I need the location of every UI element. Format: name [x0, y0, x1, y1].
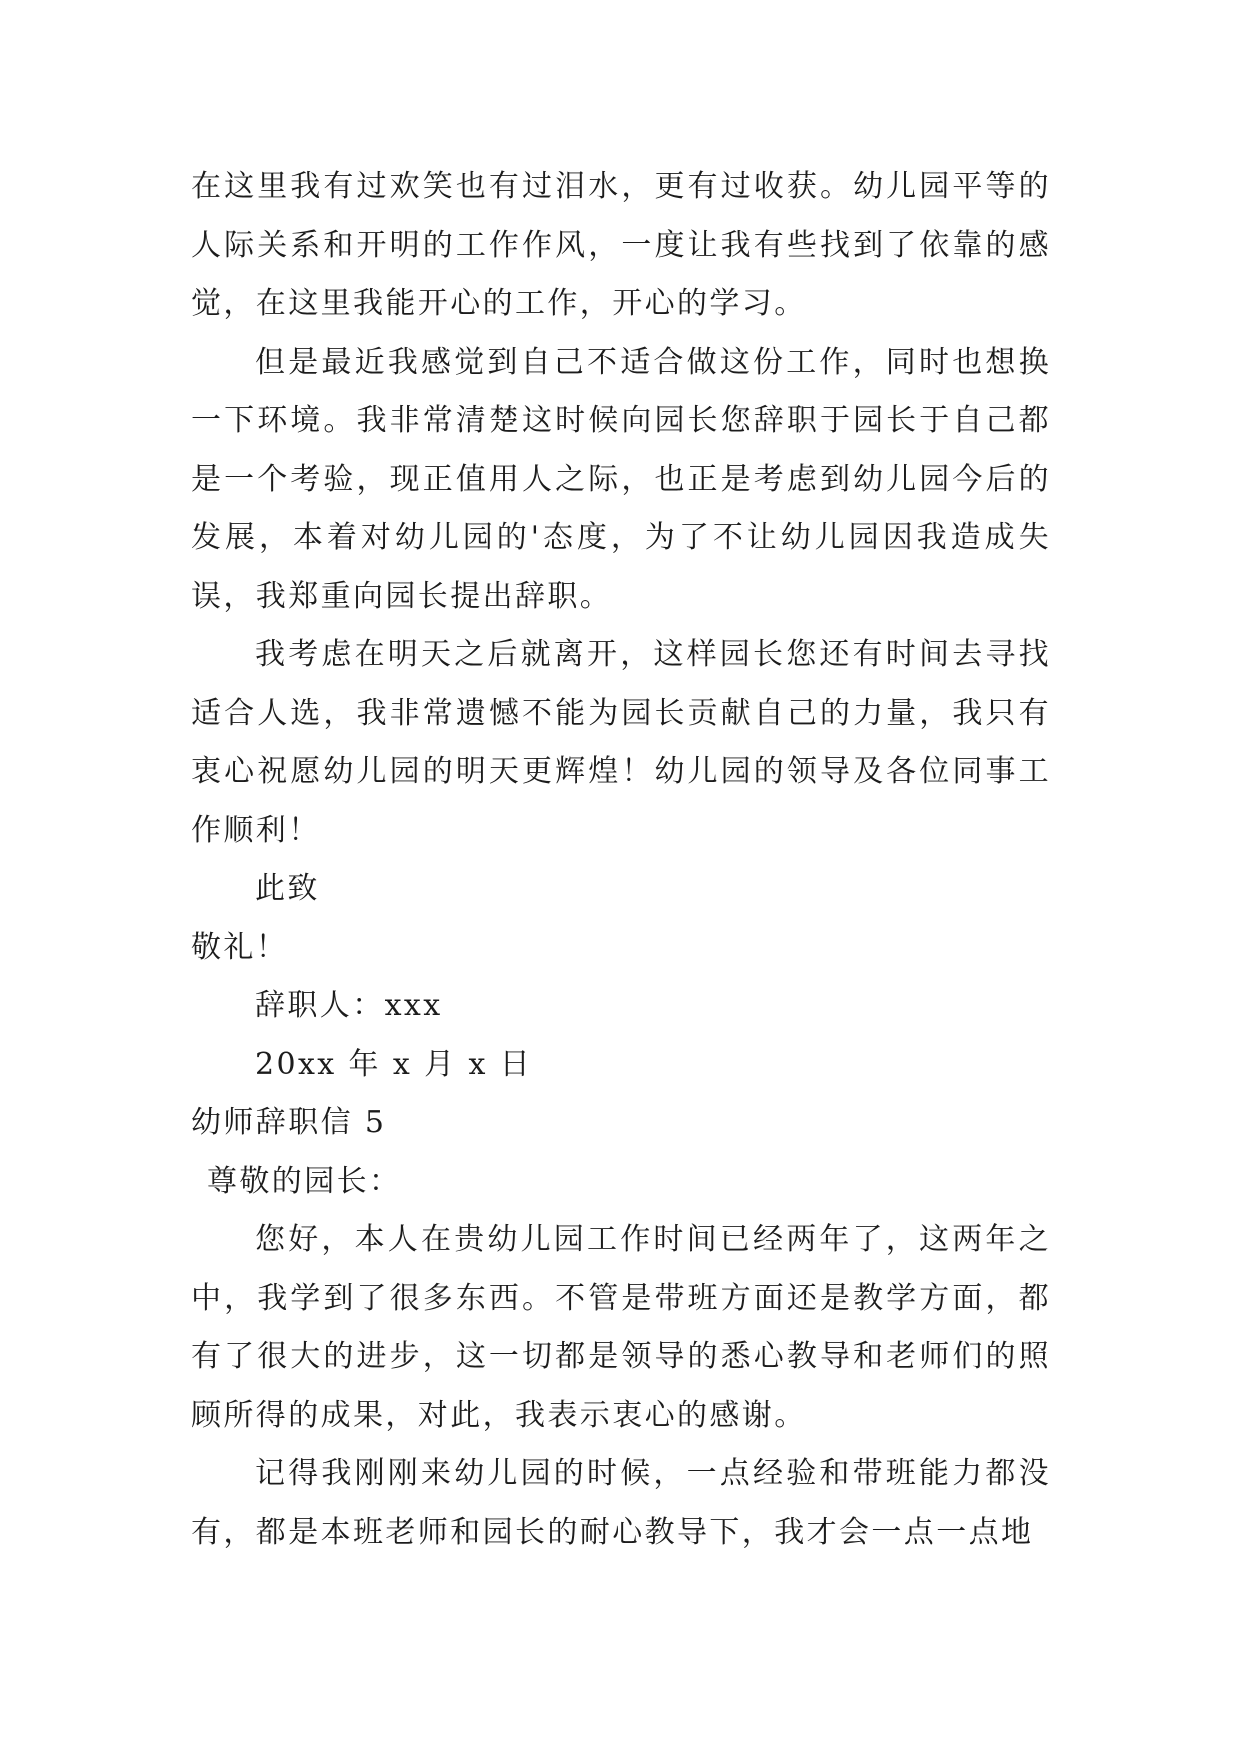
- paragraph-work-experience: 在这里我有过欢笑也有过泪水，更有过收获。幼儿园平等的人际关系和开明的工作作风，一度让我有些找到了依靠的感觉，在这里我能开心的工作，开心的学习。: [191, 169, 1051, 321]
- document-body: [191, 158, 1051, 1562]
- closing-salutation: 此致: [255, 871, 320, 906]
- signature-line: 辞职人：xxx: [255, 988, 443, 1023]
- paragraph-gratitude: 您好，本人在贵幼儿园工作时间已经两年了，这两年之中，我学到了很多东西。不管是带班方面还是教学方面，都有了很大的进步，这一切都是领导的悉心教导和老师们的照顾所得的成果，对此，我表示衷心的感谢。: [191, 1222, 1051, 1433]
- paragraph-resignation-reason: 但是最近我感觉到自己不适合做这份工作，同时也想换一下环境。我非常清楚这时候向园长您辞职于园长于自己都是一个考验，现正值用人之际，也正是考虑到幼儿园今后的发展，本着对幼儿园的'态度，为了不让幼儿园因我造成失误，我郑重向园长提出辞职。: [191, 344, 1051, 614]
- section-title: 幼师辞职信 5: [191, 1105, 387, 1140]
- paragraph-memory: 记得我刚刚来幼儿园的时候，一点经验和带班能力都没有，都是本班老师和园长的耐心教导下，我才会一点一点地: [191, 1456, 1051, 1550]
- letter-greeting: 尊敬的园长：: [207, 1163, 402, 1199]
- date-line: 20xx 年 x 月 x 日: [255, 1046, 533, 1082]
- paragraph-departure-plan: 我考虑在明天之后就离开，这样园长您还有时间去寻找适合人选，我非常遗憾不能为园长贡献自己的力量，我只有衷心祝愿幼儿园的明天更辉煌！幼儿园的领导及各位同事工作顺利！: [191, 637, 1051, 848]
- closing-respect: 敬礼！: [191, 929, 289, 965]
